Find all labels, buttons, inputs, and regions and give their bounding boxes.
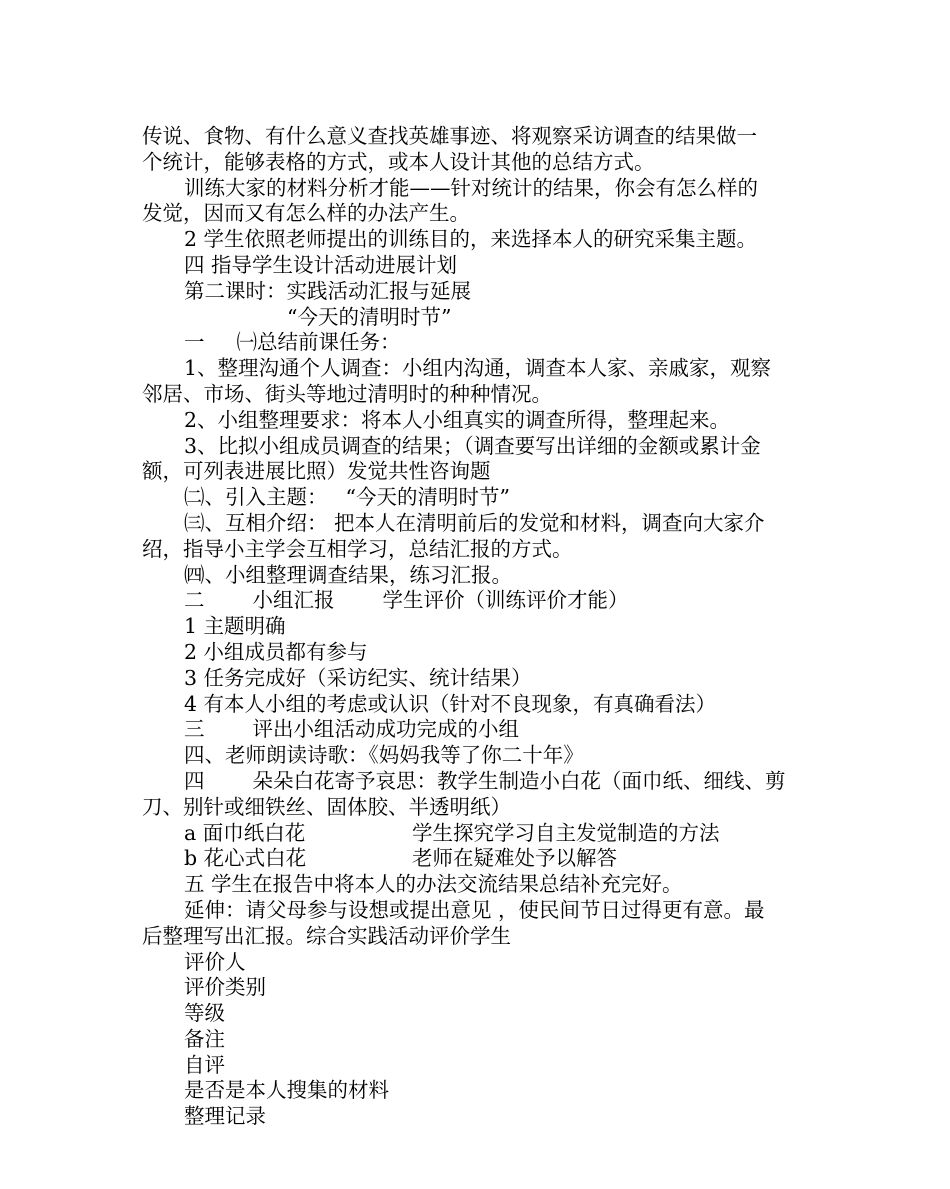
table-cell: 是否是本人搜集的材料 [184,1078,389,1103]
paragraph-line: 2 学生依照老师提出的训练目的，来选择本人的研究采集主题。 [184,227,758,252]
craft-method: 学生探究学习自主发觉制造的方法 [412,820,720,845]
section-heading: 朵朵白花寄予哀思：教学生制造小白花（面巾纸、细线、剪 [252,768,786,793]
section-heading: 四 指导学生设计活动进展计划 [184,252,458,277]
paragraph-line: 个统计，能够表格的方式，或本人设计其他的总结方式。 [142,149,655,174]
paragraph-line [142,485,812,511]
paragraph-line: 邻居、市场、街头等地过清明时的种种情况。 [142,381,552,406]
section-number: 四 [184,768,205,793]
section-heading: 评出小组活动成功完成的小组 [252,717,519,742]
list-item: 4 有本人小组的考虑或认识（针对不良现象，有真确看法） [184,691,717,716]
paragraph-line: 2、小组整理要求：将本人小组真实的调查所得，整理起来。 [184,407,731,432]
section-number: 二 [184,588,205,613]
section-number: 三 [184,717,205,742]
paragraph-line [142,769,812,795]
paragraph-line [142,846,812,872]
section-heading: 小组汇报 [252,588,335,613]
subsection-label: ㈡、引入主题： [184,485,328,510]
paragraph-line: 传说、食物、有什么意义查找英雄事迹、将观察采访调查的结果做一 [142,124,757,148]
section-subtitle: 学生评价（训练评价才能） [382,588,629,613]
document-body [142,124,812,1130]
paragraph-line: ㈢、互相介绍： 把本人在清明前后的发觉和材料，调查向大家介 [184,510,765,535]
paragraph-line: 1、整理沟通个人调查：小组内沟通，调查本人家、亲戚家，观察 [184,356,772,381]
section-number: 一 [184,330,205,355]
paragraph-line: 四、老师朗读诗歌：《妈妈我等了你二十年》 [184,743,584,768]
table-cell: 整理记录 [184,1104,266,1129]
theme-title: “今天的清明时节” [345,485,510,510]
paragraph-line: ㈣、小组整理调查结果，练习汇报。 [184,562,512,587]
lesson-title: “今天的清明时节” [287,304,452,329]
paragraph-line [142,330,812,356]
craft-method: 老师在疑难处予以解答 [412,846,617,871]
table-cell: 自评 [184,1052,225,1077]
table-cell: 评价类别 [184,975,266,1000]
paragraph-line: 延伸：请父母参与设想或提出意见 ，使民间节日过得更有意。最 [184,897,765,922]
list-item: 2 小组成员都有参与 [184,639,368,664]
paragraph-line: 后整理写出汇报。综合实践活动评价学生 [142,923,511,948]
table-cell: 评价人 [184,949,246,974]
paragraph-line [142,821,812,847]
paragraph-line: 训练大家的材料分析才能——针对统计的结果，你会有怎么样的 [184,175,758,200]
paragraph-line: 发觉，因而又有怎么样的办法产生。 [142,201,470,226]
craft-type: a 面巾纸白花 [184,820,306,845]
paragraph-line: 刀、别针或细铁丝、固体胶、半透明纸） [142,794,511,819]
table-cell: 备注 [184,1026,225,1051]
lesson-heading: 第二课时：实践活动汇报与延展 [184,278,471,303]
list-item: 3 任务完成好（采访纪实、统计结果） [184,665,532,690]
list-item: 1 主题明确 [184,614,286,639]
table-cell: 等级 [184,1001,225,1026]
paragraph-line: 绍，指导小主学会互相学习，总结汇报的方式。 [142,536,573,561]
paragraph-line: 额，可列表进展比照）发觉共性咨询题 [142,459,491,484]
paragraph-line: 3、比拟小组成员调查的结果；（调查要写出详细的金额或累计金 [184,433,761,458]
paragraph-line [142,717,812,743]
craft-type: b 花心式白花 [184,846,307,871]
subsection-heading: ㈠总结前课任务： [236,330,401,355]
paragraph-line: 五 学生在报告中将本人的办法交流结果总结补充完好。 [184,872,683,897]
paragraph-line [142,588,812,614]
